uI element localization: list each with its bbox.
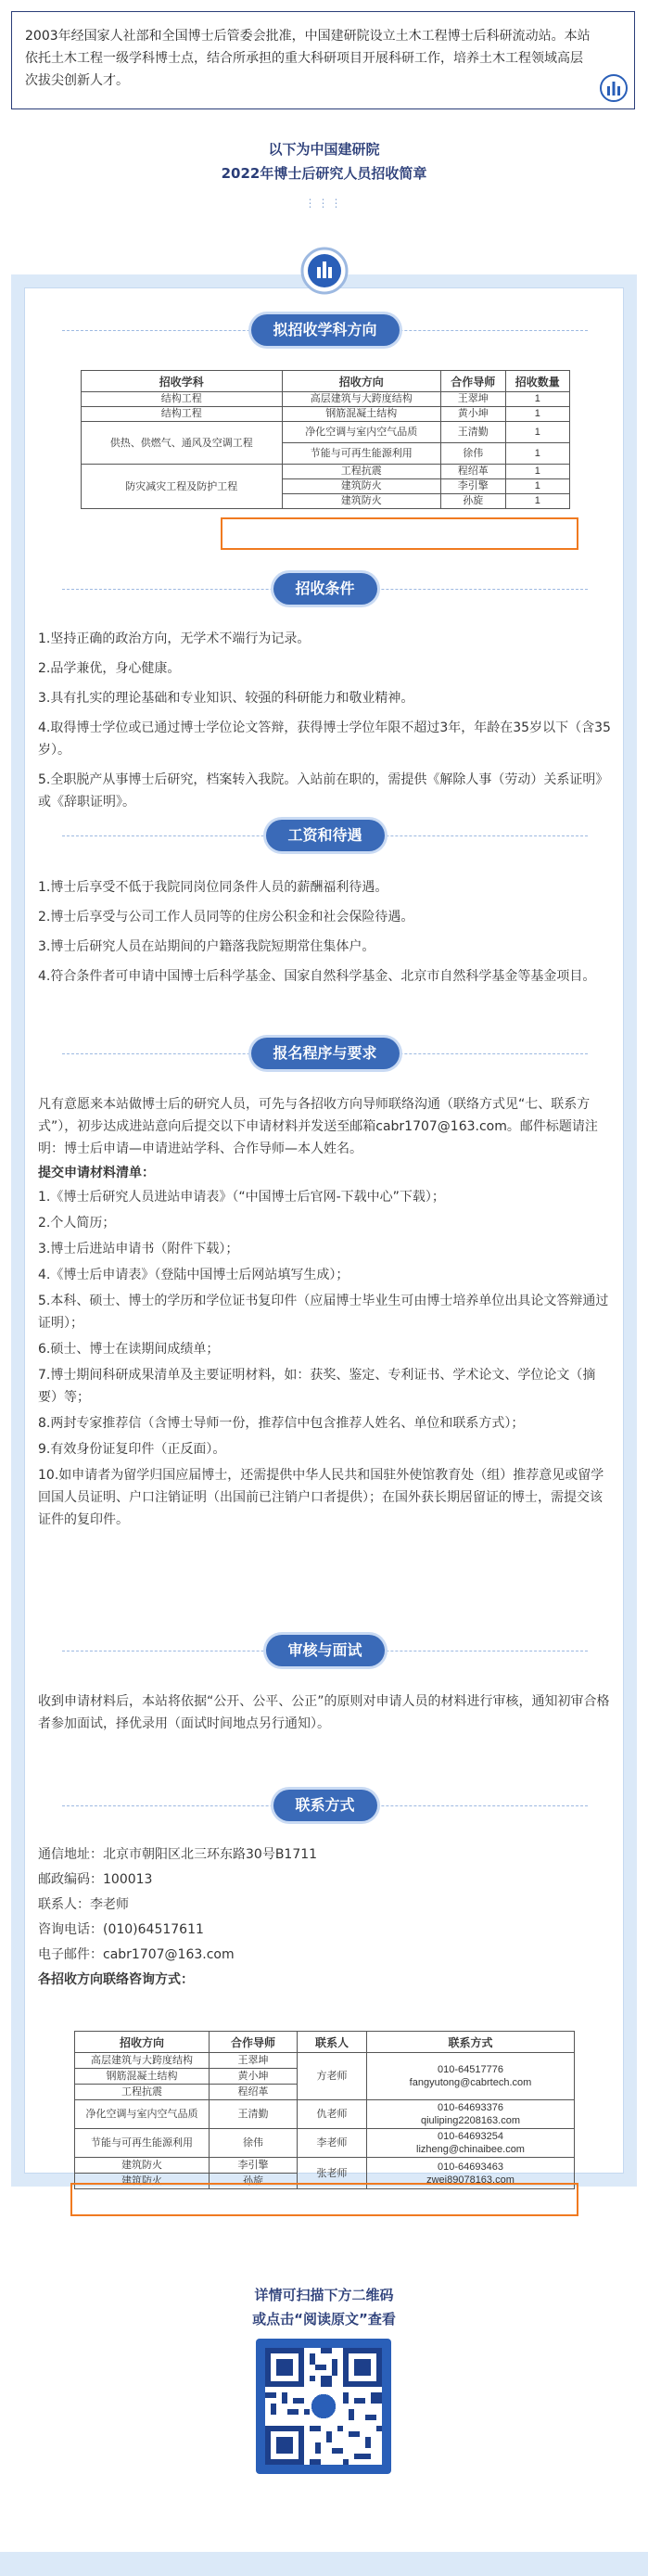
section-heading-apply <box>25 1038 625 1069</box>
table-row <box>75 2158 575 2174</box>
contact-detail: 010-64693376 <box>438 2102 503 2113</box>
cabr-logo-icon <box>599 73 629 103</box>
section-heading-label: 审核与面试 <box>265 1635 384 1666</box>
list-item: 3.具有扎实的理论基础和专业知识、较强的科研能力和敬业精神。 <box>38 691 414 706</box>
table-cell: 王翠坤 <box>441 392 505 407</box>
table-cell: 程绍革 <box>210 2085 298 2100</box>
table-cell: 高层建筑与大跨度结构 <box>75 2053 210 2069</box>
contact-detail: fangyutong@cabrtech.com <box>409 2077 532 2088</box>
apply-section <box>38 1093 613 1535</box>
section-heading-label: 工资和待遇 <box>265 820 384 851</box>
table-cell: 工程抗震 <box>75 2085 210 2100</box>
table-row <box>82 407 570 422</box>
table-cell: 节能与可再生能源利用 <box>282 443 441 465</box>
table-cell: 徐伟 <box>441 443 505 465</box>
table-cell: 结构工程 <box>82 407 283 422</box>
table-cell: 仇老师 <box>298 2100 367 2129</box>
table-header-row <box>82 371 570 392</box>
table-header-row <box>75 2032 575 2053</box>
table-cell: 钢筋混凝土结构 <box>282 407 441 422</box>
list-item: 1.坚持正确的政治方向，无学术不端行为记录。 <box>38 631 311 646</box>
footer-bar <box>0 2552 648 2576</box>
table-row <box>75 2053 575 2069</box>
directions-table <box>81 370 570 509</box>
section-heading-contact <box>25 1790 625 1821</box>
list-item: 7.博士期间科研成果清单及主要证明材料，如：获奖、鉴定、专利证书、学术论文、学位论文（摘要）等； <box>38 1368 596 1405</box>
list-item: 3.博士后进站申请书（附件下载）； <box>38 1242 239 1256</box>
section-heading-label: 拟招收学科方向 <box>250 314 399 346</box>
table-cell: 方老师 <box>298 2053 367 2100</box>
table-cell: 1 <box>505 479 569 494</box>
table-cell: 防灾减灾工程及防护工程 <box>82 465 283 509</box>
table-cell: 净化空调与室内空气品质 <box>75 2100 210 2129</box>
contact-person: 联系人：李老师 <box>38 1897 129 1912</box>
section-heading-label: 招收条件 <box>273 573 376 605</box>
table-header: 合作导师 <box>210 2032 298 2053</box>
contact-detail: 010-64693463 <box>438 2161 503 2173</box>
list-item: 5.本科、硕士、博士的学历和学位证书复印件（应届博士毕业生可由博士培养单位出具论文答辩通过证明）； <box>38 1294 609 1331</box>
table-cell: 工程抗震 <box>282 465 441 479</box>
table-row <box>82 465 570 479</box>
conditions-list <box>38 628 613 821</box>
table-cell <box>367 2053 575 2100</box>
table-cell: 孙旋 <box>210 2174 298 2189</box>
bottom-line2: 或点击“阅读原文”查看 <box>252 2311 396 2327</box>
table-row <box>82 422 570 443</box>
table-cell: 1 <box>505 422 569 443</box>
review-text: 收到申请材料后，本站将依据“公开、公平、公正”的原则对申请人员的材料进行审核，通知初审合格者参加面试，择优录用（面试时间地点另行通知）。 <box>38 1694 610 1731</box>
contact-email: 电子邮件：cabr1707@163.com <box>38 1947 235 1962</box>
qr-code-icon[interactable] <box>265 2348 382 2465</box>
list-item: 8.两封专家推荐信（含博士导师一份，推荐信中包含推荐人姓名、单位和联系方式）； <box>38 1416 525 1431</box>
table-cell: 1 <box>505 392 569 407</box>
contact-detail: qiuliping2208163.com <box>420 2115 521 2126</box>
table-cell: 王清勤 <box>441 422 505 443</box>
contact-table <box>74 2031 575 2189</box>
table-cell: 建筑防火 <box>75 2174 210 2189</box>
table-row <box>75 2100 575 2129</box>
section-heading-directions <box>25 314 625 346</box>
apply-list-title: 提交申请材料清单： <box>38 1166 155 1180</box>
list-item: 10.如申请者为留学归国应届博士，还需提供中华人民共和国驻外使馆教育处（组）推荐意见或留学回国人员证明、户口注销证明（出国前已注销户口者提供）；在国外获长期居留证的博士，需提交该证件的复印件。 <box>38 1468 604 1527</box>
fire-contact-highlight <box>70 2183 578 2216</box>
table-cell: 程绍革 <box>441 465 505 479</box>
list-item: 6.硕士、博士在读期间成绩单； <box>38 1342 220 1357</box>
fire-rows-highlight <box>221 517 578 550</box>
contact-detail: lizheng@chinaibee.com <box>416 2144 525 2155</box>
table-cell: 1 <box>505 494 569 509</box>
section-heading-label: 报名程序与要求 <box>250 1038 399 1069</box>
table-header: 招收数量 <box>505 371 569 392</box>
list-item: 3.博士后研究人员在站期间的户籍落我院短期常住集体户。 <box>38 939 375 954</box>
table-cell: 钢筋混凝土结构 <box>75 2069 210 2085</box>
list-item: 4.符合条件者可申请中国博士后科学基金、国家自然科学基金、北京市自然科学基金等基金项目。 <box>38 969 596 984</box>
table-cell: 王清勤 <box>210 2100 298 2129</box>
table-cell: 节能与可再生能源利用 <box>75 2129 210 2158</box>
table-cell: 建筑防火 <box>282 494 441 509</box>
intro-box <box>11 11 635 109</box>
table-row <box>82 392 570 407</box>
list-item: 2.博士后享受与公司工作人员同等的住房公积金和社会保险待遇。 <box>38 910 414 925</box>
main-card <box>11 274 637 2187</box>
table-row <box>75 2129 575 2158</box>
table-cell: 黄小坤 <box>441 407 505 422</box>
contact-info <box>38 1843 613 1993</box>
table-cell: 张老师 <box>298 2158 367 2189</box>
table-cell: 1 <box>505 465 569 479</box>
subtitle-line1: 以下为中国建研院 <box>268 141 380 158</box>
section-heading-review <box>25 1635 625 1666</box>
intro-text: 2003年经国家人社部和全国博士后管委会批准，中国建研院设立土木工程博士后科研流动站。本站依托土木工程一级学科博士点，结合所承担的重大科研项目开展科研工作，培养土木工程领域高层次拔尖创新人才。 <box>25 29 591 88</box>
table-cell: 孙旋 <box>441 494 505 509</box>
section-heading-conditions <box>25 573 625 605</box>
qr-code-frame[interactable] <box>256 2339 391 2474</box>
table-cell: 黄小坤 <box>210 2069 298 2085</box>
table-cell <box>367 2100 575 2129</box>
table-header: 招收学科 <box>82 371 283 392</box>
bottom-line1: 详情可扫描下方二维码 <box>254 2287 394 2303</box>
list-item: 1.《博士后研究人员进站申请表》（“中国博士后官网-下载中心”下载）； <box>38 1190 445 1205</box>
table-cell: 1 <box>505 407 569 422</box>
list-item: 4.《博士后申请表》（登陆中国博士后网站填写生成）； <box>38 1268 349 1282</box>
contact-address: 通信地址：北京市朝阳区北三环东路30号B1711 <box>38 1847 318 1862</box>
table-cell: 供热、供燃气、通风及空调工程 <box>82 422 283 465</box>
table-header: 联系人 <box>298 2032 367 2053</box>
table-cell: 净化空调与室内空气品质 <box>282 422 441 443</box>
list-item: 5.全职脱产从事博士后研究，档案转入我院。入站前在职的，需提供《解除人事（劳动）关系证明》或《辞职证明》。 <box>38 772 609 810</box>
table-cell: 高层建筑与大跨度结构 <box>282 392 441 407</box>
table-header: 招收方向 <box>75 2032 210 2053</box>
table-cell: 结构工程 <box>82 392 283 407</box>
table-cell: 李引擎 <box>210 2158 298 2174</box>
table-cell <box>367 2129 575 2158</box>
table-header: 合作导师 <box>441 371 505 392</box>
contact-list-title: 各招收方向联络咨询方式： <box>38 1972 194 1987</box>
table-header: 联系方式 <box>367 2032 575 2053</box>
subtitle-line2: 2022年博士后研究人员招收简章 <box>221 165 427 182</box>
table-cell: 王翠坤 <box>210 2053 298 2069</box>
main-card-inner <box>24 287 624 2174</box>
divider-dots: ⋮⋮⋮ <box>304 197 344 210</box>
table-cell: 李引擎 <box>441 479 505 494</box>
list-item: 2.个人简历； <box>38 1216 116 1231</box>
section-heading-label: 联系方式 <box>273 1790 376 1821</box>
list-item: 9.有效身份证复印件（正反面）。 <box>38 1442 226 1457</box>
table-header: 招收方向 <box>282 371 441 392</box>
contact-detail: zwei89078163.com <box>426 2174 515 2186</box>
contact-detail: 010-64517776 <box>438 2064 503 2075</box>
list-item: 2.品学兼优，身心健康。 <box>38 661 181 676</box>
list-item: 4.取得博士学位或已通过博士学位论文答辩，获得博士学位年限不超过3年，年龄在35岁以下（含35岁）。 <box>38 721 611 758</box>
cabr-emblem-icon <box>300 247 349 295</box>
table-cell: 李老师 <box>298 2129 367 2158</box>
contact-phone: 咨询电话：(010)64517611 <box>38 1922 204 1937</box>
table-cell: 徐伟 <box>210 2129 298 2158</box>
table-cell: 建筑防火 <box>282 479 441 494</box>
table-cell: 建筑防火 <box>75 2158 210 2174</box>
contact-postcode: 邮政编码：100013 <box>38 1872 153 1887</box>
table-cell: 1 <box>505 443 569 465</box>
apply-intro: 凡有意愿来本站做博士后的研究人员，可先与各招收方向导师联络沟通（联络方式见“七、联系方式”），初步达成进站意向后提交以下申请材料并发送至邮箱cabr1707@163.com。邮件标题请注明：博士后申请—申请进站学科、合作导师—本人姓名。 <box>38 1097 598 1156</box>
list-item: 1.博士后享受不低于我院同岗位同条件人员的薪酬福利待遇。 <box>38 880 388 895</box>
section-heading-salary <box>25 820 625 851</box>
contact-detail: 010-64693254 <box>438 2131 503 2142</box>
salary-list <box>38 876 613 995</box>
